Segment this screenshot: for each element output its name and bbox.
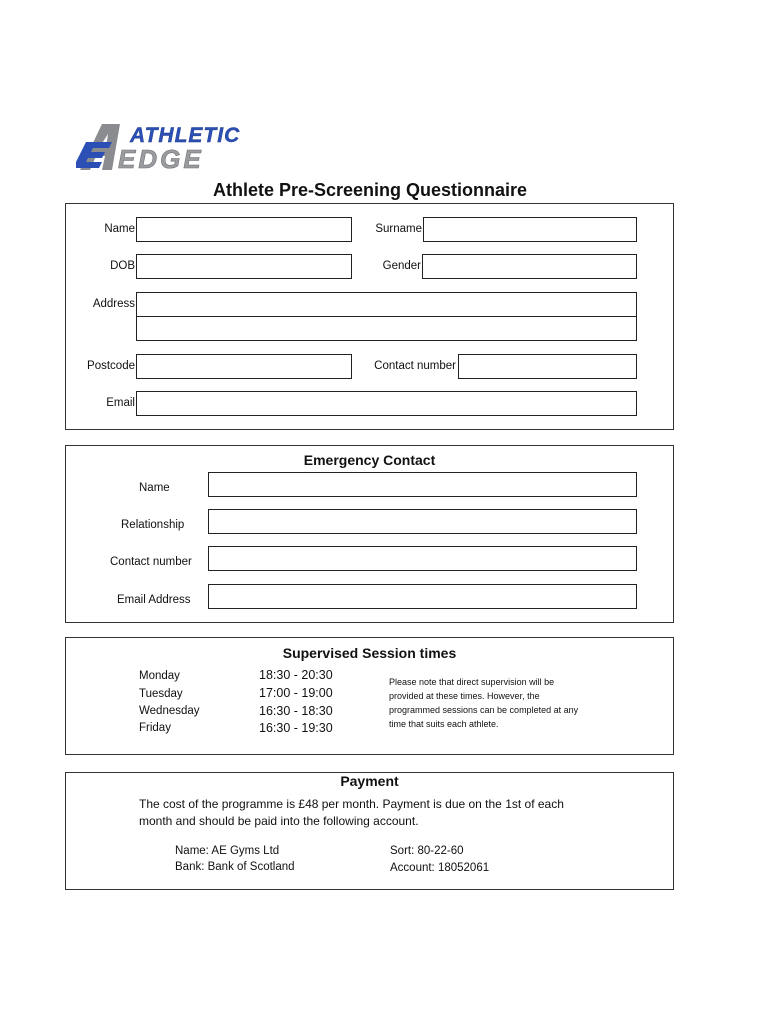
bank-name: Bank: Bank of Scotland [175, 861, 295, 873]
gender-field[interactable] [422, 254, 637, 279]
postcode-label: Postcode [87, 360, 135, 372]
emergency-name-field[interactable] [208, 472, 637, 497]
session-time: 17:00 - 19:00 [259, 686, 333, 700]
emergency-email-field[interactable] [208, 584, 637, 609]
session-day: Monday [139, 670, 180, 682]
surname-label: Surname [375, 223, 422, 235]
surname-field[interactable] [423, 217, 637, 242]
dob-field[interactable] [136, 254, 352, 279]
address-line2-field[interactable] [136, 316, 637, 341]
gender-label: Gender [382, 260, 421, 272]
name-label: Name [104, 223, 135, 235]
relationship-label: Relationship [121, 519, 185, 531]
relationship-field[interactable] [208, 509, 637, 534]
email-label: Email [106, 397, 135, 409]
form-title: Athlete Pre-Screening Questionnaire [212, 180, 528, 200]
address-line1-field[interactable] [136, 292, 637, 317]
athletic-edge-logo [72, 118, 312, 178]
session-time: 16:30 - 19:30 [259, 721, 333, 735]
email-field[interactable] [136, 391, 637, 416]
postcode-field[interactable] [136, 354, 352, 379]
emergency-contact-number-field[interactable] [208, 546, 637, 571]
session-note-line: Please note that direct supervision will be [389, 677, 555, 687]
payment-title: Payment [340, 773, 399, 789]
session-time: 18:30 - 20:30 [259, 668, 333, 682]
dob-label: DOB [110, 260, 135, 272]
session-note-line: programmed sessions can be completed at any [389, 705, 579, 715]
session-day: Wednesday [139, 705, 200, 717]
sort-code: Sort: 80-22-60 [390, 845, 464, 857]
address-label: Address [92, 298, 135, 310]
account-name: Name: AE Gyms Ltd [175, 845, 280, 857]
session-day: Friday [139, 722, 171, 734]
svg-text:EDGE: EDGE [118, 144, 204, 174]
contact-number-field[interactable] [458, 354, 637, 379]
payment-description-line2: month and should be paid into the following account. [139, 814, 419, 828]
name-field[interactable] [136, 217, 352, 242]
session-time: 16:30 - 18:30 [259, 704, 333, 718]
session-note-line: time that suits each athlete. [389, 719, 499, 729]
payment-section [65, 772, 674, 890]
account-number: Account: 18052061 [390, 862, 490, 874]
emergency-contact-title: Emergency Contact [303, 452, 436, 468]
session-times-title: Supervised Session times [282, 645, 457, 661]
emergency-contact-number-label: Contact number [110, 556, 192, 568]
contact-number-label: Contact number [374, 360, 456, 372]
svg-text:ATHLETIC: ATHLETIC [130, 124, 241, 147]
emergency-name-label: Name [139, 482, 170, 494]
payment-description-line1: The cost of the programme is £48 per month. Payment is due on the 1st of each [139, 797, 564, 811]
session-note-line: provided at these times. However, the [389, 691, 540, 701]
logo-graphic [72, 118, 312, 178]
emergency-email-label: Email Address [117, 594, 191, 606]
session-day: Tuesday [139, 688, 183, 700]
